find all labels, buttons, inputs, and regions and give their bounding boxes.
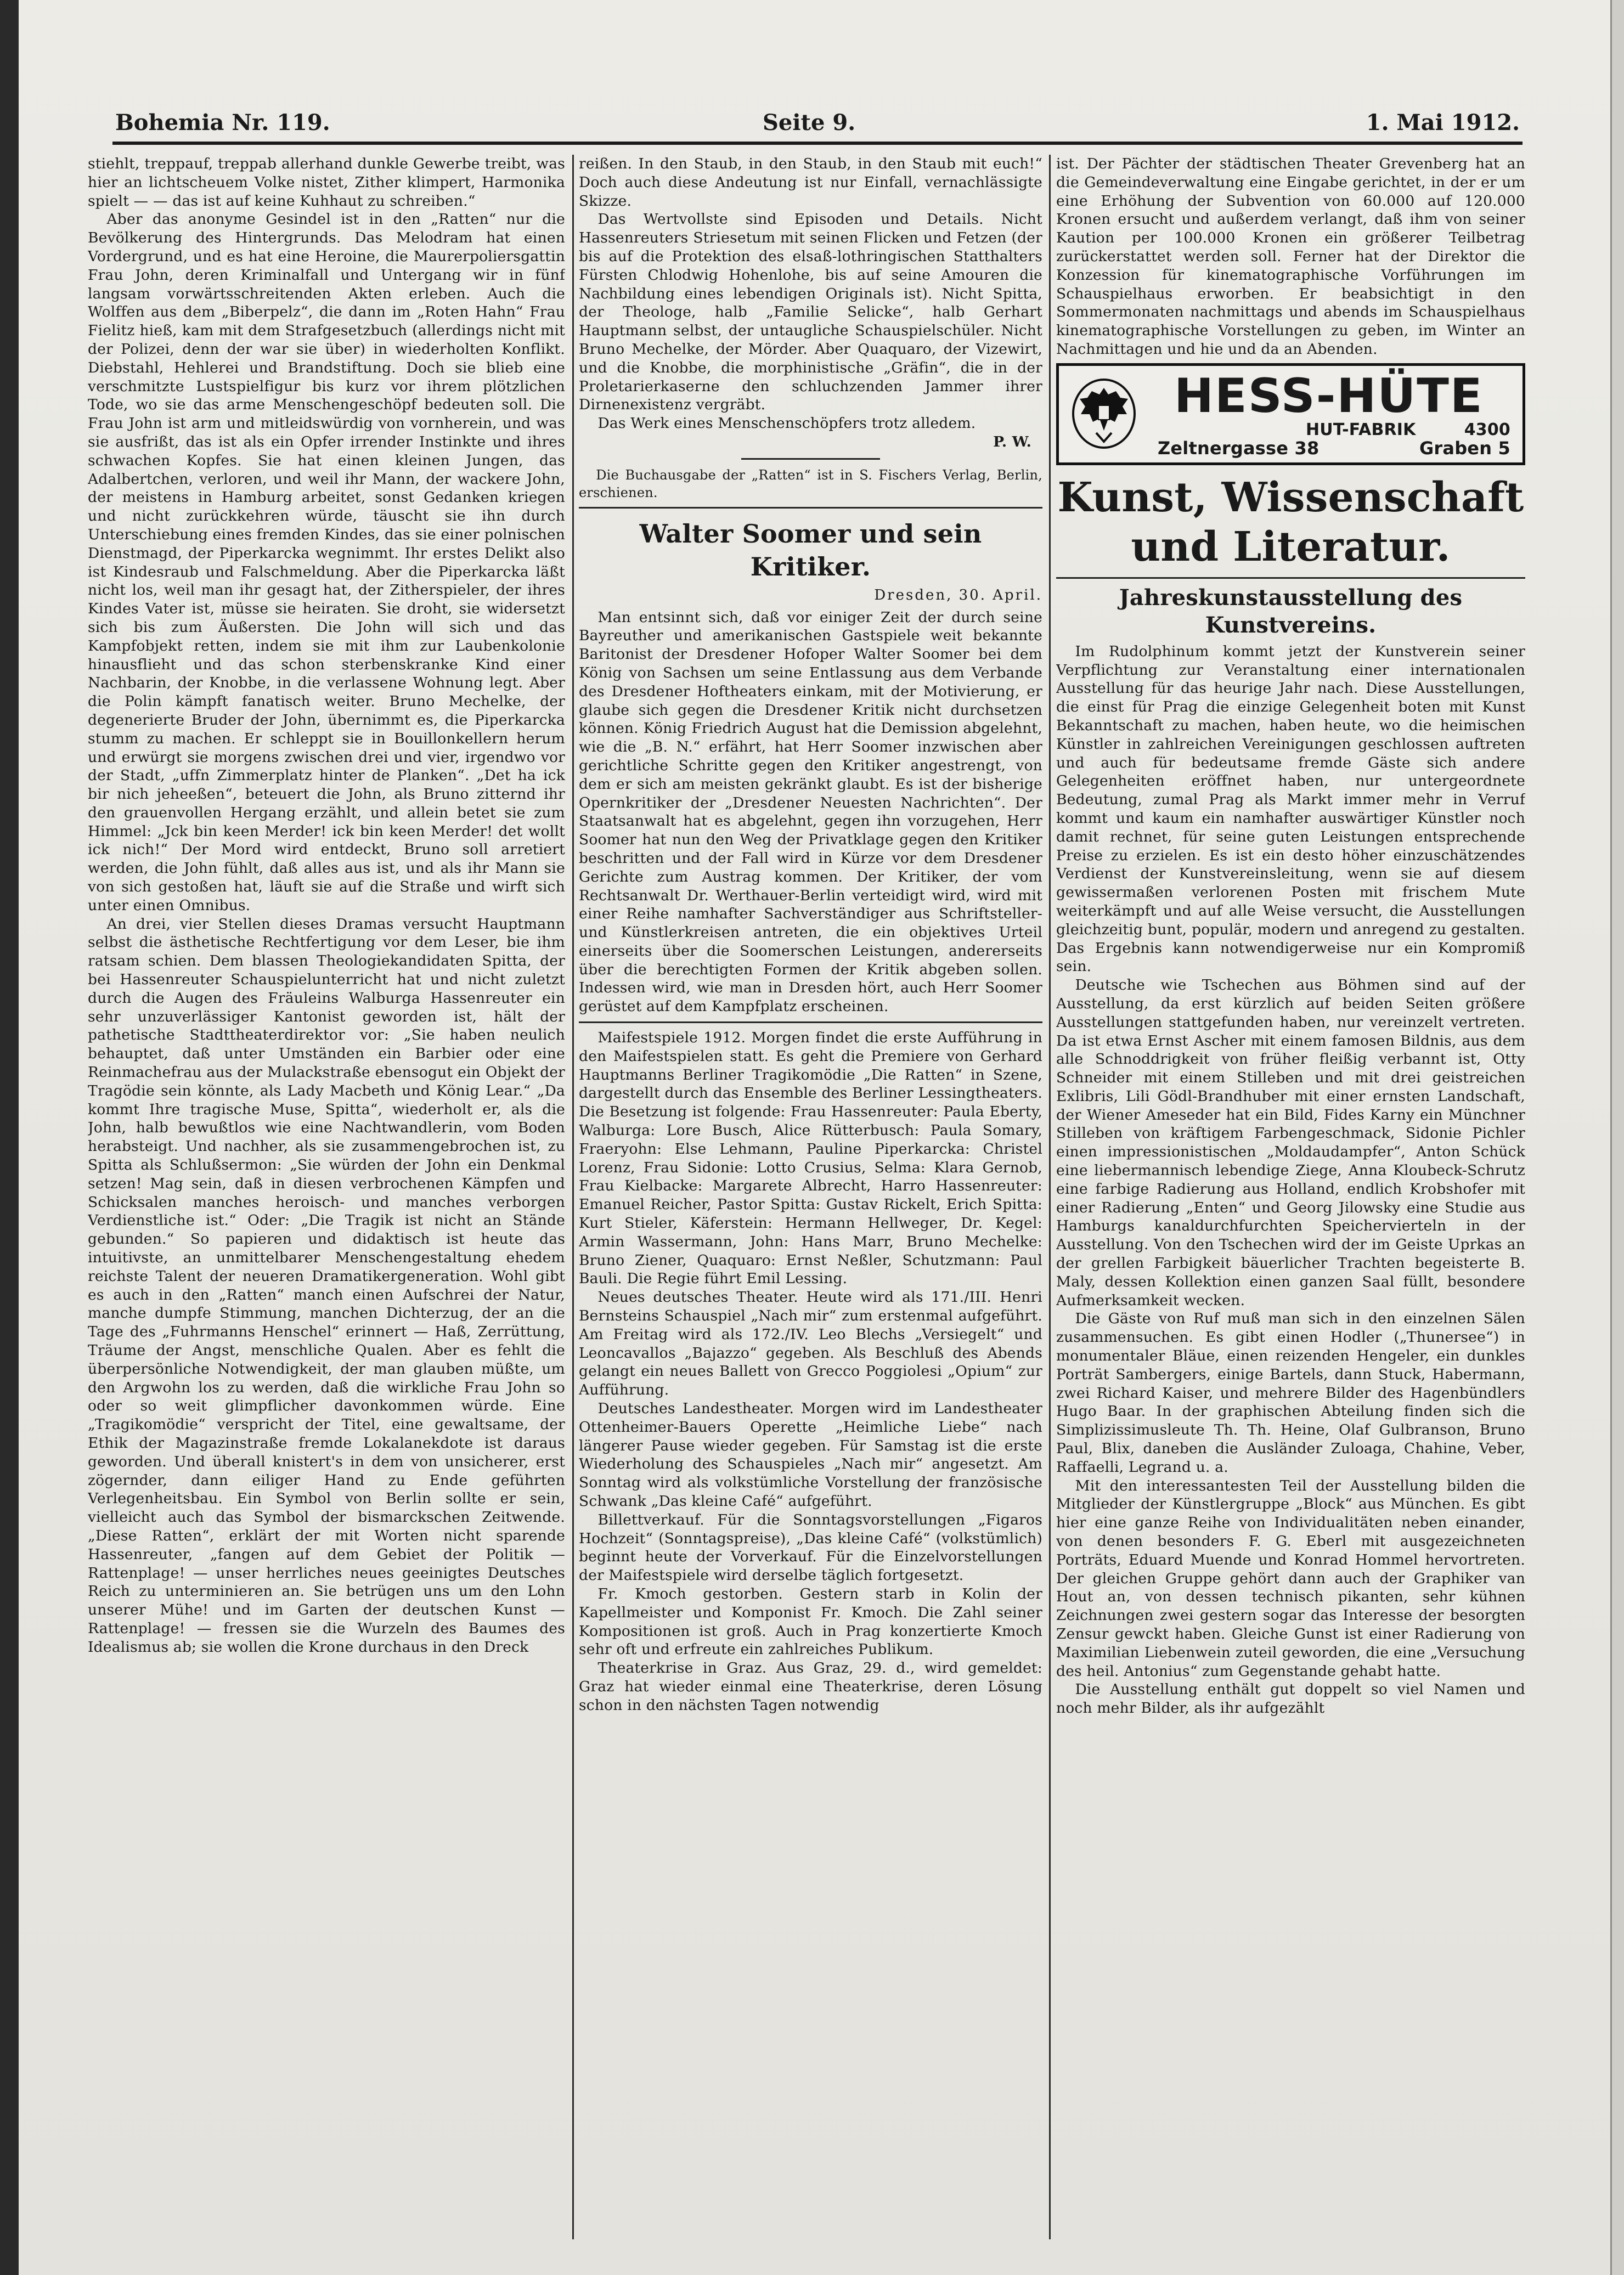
paragraph: Man entsinnt sich, daß vor einiger Zeit der durch seine Bayreuther und amerikanischen Gastspiele weit bekannte Baritonist der Dresdener Hofoper Walter Soomer bei dem König von Sachsen um seine Entlassung aus dem Verbande des Dresdener Hoftheaters einkam, mit der Motivierung, er glaube sich gegen die Dresdener Kritik nicht durchsetzen können. König Friedrich August hat die Demission abgelehnt, wie die „B. N.“ erfährt, hat Herr Soomer inzwischen aber gerichtliche Schritte gegen den Kritiker angestrengt, von dem er sich am meisten gekränkt glaubt. Es ist der bisherige Opernkritiker der „Dresdener Neuesten Nachrichten“. Der Staatsanwalt hat es abgelehnt, gegen ihn vorzugehen, Herr Soomer hat nun den Weg der Privatklage gegen den Kritiker beschritten und der Fall wird in Kürze vor dem Dresdener Gerichte zum Austrag kommen. Der Kritiker, der vom Rechtsanwalt Dr. Werthauer-Berlin verteidigt wird, wird mit einer Reihe namhafter Sachverständiger aus Schriftsteller- und Künstlerkreisen antreten, die ein objektives Urteil einerseits über die Soomerschen Leistungen, andererseits über die berechtigten Formen der Kritik abgeben sollen. Indessen wird, wie man in Dresden hört, auch Herr Soomer gerüstet auf dem Kampfplatz erscheinen. — [579, 608, 1042, 1015]
header-right: 1. Mai 1912. — [1366, 110, 1520, 136]
advertisement-hess-huete — [1056, 363, 1525, 465]
dateline: Dresden, 30. April. — [874, 586, 1042, 603]
page-header — [115, 110, 1520, 140]
column-1 — [88, 155, 565, 2256]
paragraph: An drei, vier Stellen dieses Dramas versucht Hauptmann selbst die ästhetische Rechtfertigung vor dem Leser, bie ihm ratsam schien. Dem blassen Theologiekandidaten Spitta, der bei Hassenreuter Schauspielunterricht hat und nicht zuletzt durch die Augen des Fräuleins Walburga Hassenreuter ein sehr unzuverlässiger Kantonist geworden ist, hält der pathetische Stadttheaterdirektor vor: „Sie haben neulich behauptet, daß unter Umständen ein Barbier oder eine Reinmachefrau aus der Mulackstraße ebensogut ein Objekt der Tragödie sein könnte, als Lady Macbeth und König Lear.“ „Da kommt Ihre tragische Muse, Spitta“, wiederholt er, als die John, halb bewußtlos wie eine Nachtwandlerin, vom Boden herabsteigt. Und nachher, als sie zusammengebrochen ist, zu Spitta als Schlußsermon: „Sie würden der John ein Denkmal setzen! Mag sein, daß in diesen verbrochenen Kämpfen und Schicksalen manches heroisch- und manches verborgen Verdienstliche ist.“ Oder: „Die Tragik ist nicht an Stände gebunden.“ So papieren und didaktisch ist heute das intuitivste, an unmittelbarer Menschengestaltung ehedem reichste Talent der neueren Dramatikergeneration. Wohl gibt es auch in den „Ratten“ manch einen Aufschrei der Natur, manche dumpfe Stimmung, manchen Dichterzug, der an die Tage des „Fuhrmanns Henschel“ erinnert — Haß, Zerrüttung, Träume der Angst, menschliche Qualen. Aber es fehlt die überpersönliche Notwendigkeit, der man glauben müßte, um den Argwohn los zu werden, daß die wirkliche Frau John so oder so weit glimpflicher davonkommen würde. Eine „Tragikomödie“ verspricht der Titel, eine gewaltsame, der Ethik der Magazinstraße fremde Lokalanekdote ist daraus geworden. Und überall knistert's in dem von unsicherer, erst zögernder, dann eiliger Hand zu Ende geführten Verlegenheitsbau. Ein Symbol von Berlin sollte er sein, vielleicht auch das Symbol der bismarckschen Zeitwende. „Diese Ratten“, erklärt der mit Worten nicht sparende Hassenreuter, „fangen auf dem Gebiet der Politik — Rattenplage! — unser herrliches neues geeinigtes Deutsches Reich zu unterminieren an. Sie betrügen uns um den Lohn unserer Mühe! und im Garten der deutschen Kunst — Rattenplage! — fressen sie die Wurzeln des Baumes des Idealismus ab; sie wollen die Krone durchaus in den Dreck — [88, 915, 565, 1656]
scan-left-edge — [0, 0, 19, 2275]
paragraph: Das Werk eines Menschenschöpfers trotz alledem. — [597, 415, 976, 432]
column-2 — [579, 155, 1042, 2256]
ad-subtitle: HUT-FABRIK — [1306, 420, 1416, 439]
column-3 — [1056, 155, 1525, 2256]
paragraph: ist. Der Pächter der städtischen Theater Grevenberg hat an die Gemeindeverwaltung eine Eingabe gerichtet, in der er um eine Erhöhung der Subvention von 60.000 auf 120.000 Kronen ersucht und außerdem verlangt, daß ihm von seiner Kaution per 100.000 Kronen ein größerer Teilbetrag zurückerstattet werden soll. Ferner hat der Direktor die Konzession für kinematographische Vorführungen im Schauspielhaus erworben. Er beabsichtigt in den Sommermonaten nachmittags und abends im Schauspielhaus kinematographische Vorstellungen zu geben, im Winter an Nachmittagen und hie und da an Abenden. — [1056, 155, 1525, 358]
book-note: Die Buchausgabe der „Ratten“ ist in S. Fischers Verlag, Berlin, erschienen. — [579, 467, 1042, 500]
ad-brand: HESS-HÜTE — [1174, 368, 1484, 424]
paragraph: reißen. In den Staub, in den Staub, in den Staub mit euch!“ Doch auch diese Andeutung ist nur Einfall, vernachlässigte Skizze. — [579, 155, 1042, 210]
ad-address-left: Zeltnergasse 38 — [1158, 437, 1319, 459]
column-divider-2 — [1049, 155, 1051, 2239]
article-title: Walter Soomer und sein Kritiker. — [639, 518, 982, 582]
paragraph: Theaterkrise in Graz. Aus Graz, 29. d., wird gemeldet: Graz hat wieder einmal eine Theaterkrise, deren Lösung schon in den nächsten Tagen notwendig — [579, 1659, 1042, 1714]
paragraph: Im Rudolphinum kommt jetzt der Kunstverein seiner Verpflichtung zur Veranstaltung einer internationalen Ausstellung für das heurige Jahr nach. Diese Ausstellungen, die einst für Prag die einzige Gelegenheit boten mit Kunst Bekanntschaft zu machen, haben heute, wo die heimischen Künstler in zahlreichen Vereinigungen geschlossen auftreten und auch für bedeutsame fremde Gäste sich andere Gelegenheiten eröffnet haben, nur untergeordnete Bedeutung, zumal Prag als Markt immer mehr in Verruf kommt und kaum ein namhafter auswärtiger Künstler noch damit rechnet, für seine guten Leistungen entsprechende Preise zu erzielen. Es ist ein desto höher einzuschätzendes Verdienst der Kunstvereinsleitung, wenn sie auf diesem gewissermaßen verlorenen Posten mit frischem Mute weiterkämpft und auf alle Weise versucht, die Ausstellungen gleichzeitig bunt, populär, modern und anregend zu gestalten. Das Ergebnis kann notwendigerweise nur ein Kompromiß sein. — [1056, 642, 1525, 975]
header-rule — [112, 142, 1522, 145]
paragraph: Das Wertvollste sind Episoden und Details. Nicht Hassenreuters Striesetum mit seinen Flicken und Fetzen (der bis auf die Protektion des elsaß-lothringischen Statthalters Fürsten Chlodwig Hohenlohe, bis auf seine Amouren die Nachbildung eines lebendigen Originals ist). Nicht Spitta, der Theologe, halb „Familie Selicke“, halb Gerhart Hauptmann selbst, der untaugliche Schauspielschüler. Nicht Bruno Mechelke, der Mörder. Aber Quaquaro, der Vizewirt, und die Knobbe, die morphinistische „Gräfin“, die in der Proletarierkaserne den schluchzenden Jammer ihrer Dirnenexistenz vergräbt. — [579, 211, 1042, 414]
paragraph: Fr. Kmoch gestorben. Gestern starb in Kolin der Kapellmeister und Komponist Fr. Kmoch. Die Zahl seiner Kompositionen ist groß. Auch in Prag konzertierte Kmoch sehr oft und erfreute ein zahlreiches Publikum. — [579, 1585, 1042, 1658]
paragraph: Deutsche wie Tschechen aus Böhmen sind auf der Ausstellung, da erst kürzlich auf beiden Seiten größere Ausstellungen stattgefunden haben, nur vereinzelt vertreten. Da ist etwa Ernst Ascher mit einem famosen Bildnis, aus dem alle Schnoddrigkeit von früher fleißig verbannt ist, Otty Schneider mit einem Stilleben und mit drei geistreichen Exlibris, Lili Gödl-Brandhuber mit einer ernsten Landschaft, der Wiener Ameseder hat ein Bild, Fides Karny ein Münchner Stilleben von kräftigem Farbengeschmack, Sidonie Pichler einen impressionistischen „Moldaudampfer“, Anton Schück eine liebermannisch lebendige Ziege, Anna Kloubeck-Schrutz eine farbige Radierung aus Holland, endlich Krobshofer mit einer Radierung „Enten“ und Georg Jilowsky eine Studie aus Hamburgs kanaldurchfurchten Speichervierteln in der Ausstellung. Von den Tschechen wird der im Geiste Uprkas an der grellen Farbigkeit bäuerlicher Trachten begeisterte B. Maly, dessen Kollektion einen ganzen Saal füllt, besondere Aufmerksamkeit wecken. — [1056, 976, 1525, 1309]
paragraph: Neues deutsches Theater. Heute wird als 171./III. Henri Bernsteins Schauspiel „Nach mir“ zum erstenmal aufgeführt. Am Freitag wird als 172./IV. Leo Blechs „Versiegelt“ und Leoncavallos „Bajazzo“ gegeben. Als Beschluß des Abends gelangt ein neues Ballett von Grecco Poggiolesi „Opium“ zur Aufführung. — [579, 1289, 1042, 1399]
header-left: Bohemia Nr. 119. — [115, 110, 330, 136]
paragraph: Maifestspiele 1912. Morgen findet die erste Aufführung in den Maifestspielen statt. Es geht die Premiere von Gerhard Hauptmanns Berliner Tragikomödie „Die Ratten“ in Szene, dargestellt durch das Ensemble des Berliner Lessingtheaters. Die Besetzung ist folgende: Frau Hassenreuter: Paula Eberty, Walburga: Lore Busch, Alice Rütterbusch: Paula Somary, Fraeryohn: Else Lehmann, Pauline Piperkarcka: Christel Lorenz, Frau Sidonie: Lotto Crusius, Selma: Klara Gernob, Frau Kielbacke: Margarete Albrecht, Harro Hassenreuter: Emanuel Reicher, Pastor Spitta: Gustav Rickelt, Erich Spitta: Kurt Stieler, Käferstein: Hermann Hellweger, Dr. Kegel: Armin Wassermann, John: Hans Marr, Bruno Mechelke: Bruno Ziener, Quaquaro: Ernst Neßler, Schutzmann: Paul Bauli. Die Regie führt Emil Lessing. — [579, 1029, 1042, 1288]
article-title: Jahreskunstausstellung des Kunstvereins. — [1119, 584, 1463, 638]
separator — [1056, 577, 1525, 579]
paragraph: Aber das anonyme Gesindel ist in den „Ratten“ nur die Bevölkerung des Hintergrunds. Das Melodram hat einen Vordergrund, und es hat eine Heroine, die Maurerpoliersgattin Frau John, deren Kriminalfall und Untergang wir in fünf langsam vorwärtsschreitenden Akten erleben. Auch die Wolffen aus dem „Biberpelz“, die dann im „Roten Hahn“ Frau Fielitz hieß, kam mit dem Strafgesetzbuch (allerdings nicht mit der Polizei, denn der war sie über) in wiederholten Konflikt. Diebstahl, Hehlerei und Brandstiftung. Doch sie blieb eine verschmitzte Lustspielfigur bis kurz vor ihrem plötzlichen Tode, wo sie das arme Menschengeschöpf bedeuten soll. Die Frau John ist arm und mitleidswürdig von vornherein, und was sie ausfrißt, das ist als ein Opfer irrender Instinkte und ihres schwachen Kopfes. Sie hat einen kleinen Jungen, das Adalbertchen, verloren, und weil ihr Mann, der wackere John, der meistens in Hamburg arbeitet, sonst Gedanken kriegen und nicht zurückkehren würde, täuscht sie ihn durch Unterschiebung eines fremden Kindes, das sie einer polnischen Dienstmagd, der Piperkarcka wegnimmt. Ihr erstes Delikt also ist Kindesraub und Falschmeldung. Aber die Piperkarcka läßt nicht los, weil man ihr gesagt hat, der Zitherspieler, der ihres Kindes Vater ist, müsse sie heiraten. Sie droht, sie widersetzt sich bis zum Äußersten. Die John will sich und das Kampfobjekt retten, indem sie mit ihm zur Laubenkolonie hinausflieht und das schon sterbenskranke Kind einer Nachbarin, der Knobbe, in die verlassene Wohnung legt. Aber die Polin kämpft fanatisch weiter. Bruno Mechelke, der degenerierte Bruder der John, übernimmt es, die Piperkarcka stumm zu machen. Er schleppt sie in Bouillonkellern herum und erwürgt sie morgens zwischen drei und vier, irgendwo vor der Stadt, „uffn Zimmerplatz hinter de Planken“. „Det ha ick bir nich jeheeßen“, beteuert die John, als Bruno zitternd ihr den grauenvollen Hergang erzählt, und allein betet sie zum Himmel: „Jck bin keen Merder! ick bin keen Merder! det wollt ick nich!“ Der Mord wird entdeckt, Bruno soll arretiert werden, die John fühlt, daß alles aus ist, und als ihr Mann sie von sich gestoßen hat, läuft sie auf die Straße und wirft sich unter einen Omnibus. — [88, 211, 565, 914]
section-title: Kunst, Wissenschaft und Literatur. — [1057, 473, 1524, 571]
paragraph: Mit den interessantesten Teil der Ausstellung bilden die Mitglieder der Künstlergruppe „Block“ aus München. Es gibt hier eine ganze Reihe von Individualitäten neben einander, von denen besonders F. G. Eberl mit ausgezeichneten Porträts, Eduard Muende und Konrad Hommel hervortreten. Der gleichen Gruppe gehört dann auch der Graphiker van Hout an, von dessen technisch pikanten, sehr kühnen Zeichnungen zwei gestern sogar das Interesse der besorgten Zensur gewckt haben. Gleiche Gunst ist einer Radierung von Maximilian Liebenwein zuteil geworden, die eine „Versuchung des heil. Antonius“ zum Gegenstande gehabt hatte. — [1056, 1477, 1525, 1680]
paragraph: stiehlt, treppauf, treppab allerhand dunkle Gewerbe treibt, was hier an lichtscheuem Volke nistet, Zither klimpert, Harmonika spielt — — das ist auf keine Kuhhaut zu schreiben.“ — [88, 155, 565, 210]
header-center: Seite 9. — [763, 110, 856, 136]
separator — [579, 507, 1042, 509]
separator — [741, 458, 881, 460]
ad-phone: 4300 — [1464, 420, 1510, 439]
scan-right-edge — [1610, 0, 1624, 2275]
double-eagle-crest-icon — [1071, 378, 1137, 449]
paragraph: Deutsches Landestheater. Morgen wird im Landestheater Ottenheimer-Bauers Operette „Heimliche Liebe“ nach längerer Pause wieder gegeben. Für Samstag ist die erste Wiederholung des Schauspieles „Nach mir“ angesetzt. Am Sonntag wird als volkstümliche Vorstellung der französische Schwank „Das kleine Café“ aufgeführt. — [579, 1400, 1042, 1510]
separator — [579, 1021, 1042, 1023]
paragraph: Die Gäste von Ruf muß man sich in den einzelnen Sälen zusammensuchen. Es gibt einen Hodler („Thunersee“) in monumentaler Bläue, einen reizenden Hengeler, ein dunkles Porträt Sambergers, einige Bartels, dann Stuck, Habermann, zwei Richard Kaiser, und mehrere Bilder des Hagenbündlers Hugo Baar. In der graphischen Abteilung finden sich die Simplizissimusleute Th. Th. Heine, Olaf Gulbranson, Bruno Paul, Blix, daneben die Ausländer Zuloaga, Chahine, Veber, Raffaelli, Legrand u. a. — [1056, 1310, 1525, 1476]
ad-address-right: Graben 5 — [1419, 437, 1510, 459]
paragraph: Die Ausstellung enthält gut doppelt so viel Namen und noch mehr Bilder, als ihr aufgezählt — [1056, 1681, 1525, 1717]
paragraph: Billettverkauf. Für die Sonntagsvorstellungen „Figaros Hochzeit“ (Sonntagspreise), „Das kleine Café“ (volkstümlich) beginnt heute der Vorverkauf. Für die Einzelvorstellungen der Maifestspiele wird derselbe täglich fortgesetzt. — [579, 1511, 1042, 1584]
column-divider-1 — [572, 155, 574, 2239]
signature: P. W. — [993, 433, 1031, 450]
